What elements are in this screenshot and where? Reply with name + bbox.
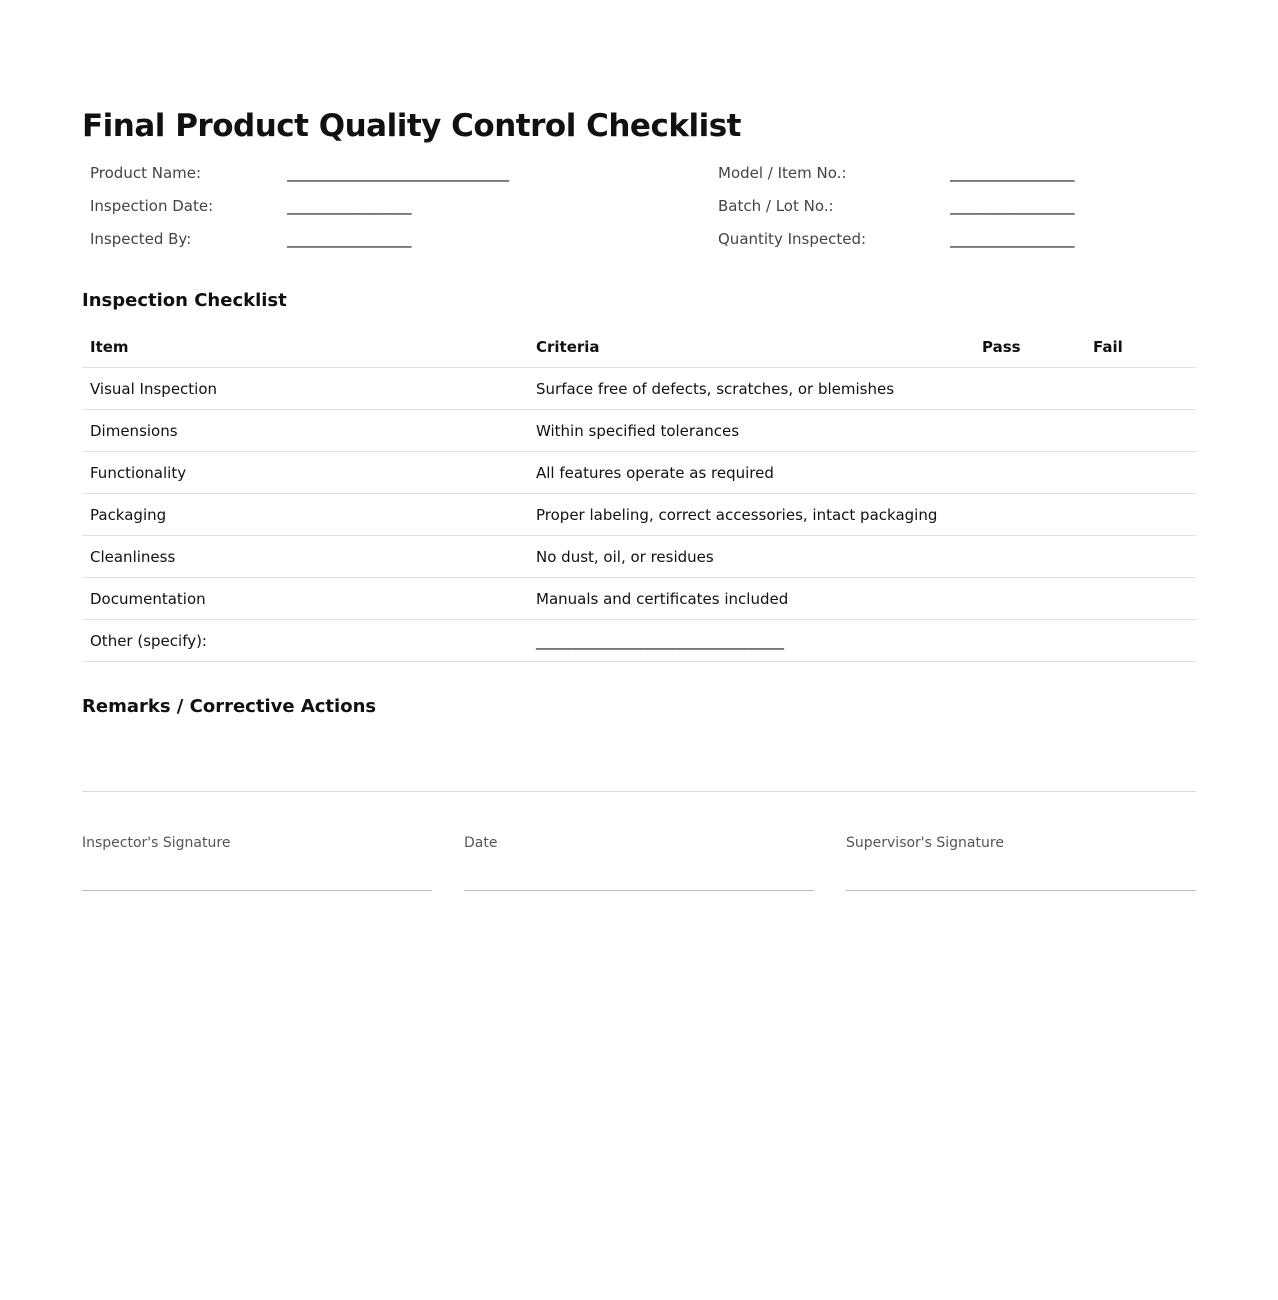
table-row <box>82 452 1196 494</box>
row-item: Functionality <box>82 452 528 494</box>
other-specify-field[interactable]: ______________________________________ <box>528 620 974 662</box>
row-criteria: No dust, oil, or residues <box>528 536 974 578</box>
quantity-inspected-field[interactable]: ___________________ <box>950 230 1074 248</box>
quantity-inspected-label: Quantity Inspected: <box>718 230 867 248</box>
product-name-field[interactable]: __________________________________ <box>287 164 508 182</box>
product-name-label: Product Name: <box>90 164 202 182</box>
column-header-item: Item <box>82 326 528 368</box>
row-criteria: Surface free of defects, scratches, or blemishes <box>528 368 974 410</box>
column-header-criteria: Criteria <box>528 326 974 368</box>
row-item: Dimensions <box>82 410 528 452</box>
inspector-signature-label: Inspector's Signature <box>82 835 231 851</box>
row-item: Packaging <box>82 494 528 536</box>
pass-cell[interactable] <box>974 368 1085 410</box>
inspected-by-field[interactable]: ___________________ <box>287 230 411 248</box>
row-criteria: All features operate as required <box>528 452 974 494</box>
table-row <box>82 494 1196 536</box>
table-row <box>82 410 1196 452</box>
row-item: Other (specify): <box>82 620 528 662</box>
table-row <box>82 368 1196 410</box>
pass-cell[interactable] <box>974 620 1085 662</box>
checklist-heading: Inspection Checklist <box>82 290 287 311</box>
pass-cell[interactable] <box>974 410 1085 452</box>
inspected-by-label: Inspected By: <box>90 230 192 248</box>
pass-cell[interactable] <box>974 494 1085 536</box>
fail-cell[interactable] <box>1085 368 1196 410</box>
date-signature-label: Date <box>464 835 498 851</box>
row-item: Documentation <box>82 578 528 620</box>
fail-cell[interactable] <box>1085 494 1196 536</box>
fail-cell[interactable] <box>1085 536 1196 578</box>
pass-cell[interactable] <box>974 578 1085 620</box>
batch-lot-no-label: Batch / Lot No.: <box>718 197 834 215</box>
page-title: Final Product Quality Control Checklist <box>82 108 741 144</box>
row-criteria: Manuals and certificates included <box>528 578 974 620</box>
batch-lot-no-field[interactable]: ___________________ <box>950 197 1074 215</box>
remarks-field[interactable] <box>82 791 1196 792</box>
fail-cell[interactable] <box>1085 620 1196 662</box>
table-row <box>82 578 1196 620</box>
table-row <box>82 536 1196 578</box>
row-item: Visual Inspection <box>82 368 528 410</box>
fail-cell[interactable] <box>1085 410 1196 452</box>
remarks-heading: Remarks / Corrective Actions <box>82 696 377 717</box>
model-item-no-label: Model / Item No.: <box>718 164 847 182</box>
row-criteria: Within specified tolerances <box>528 410 974 452</box>
date-signature-line[interactable] <box>464 890 814 891</box>
supervisor-signature-label: Supervisor's Signature <box>846 835 1004 851</box>
model-item-no-field[interactable]: ___________________ <box>950 164 1074 182</box>
pass-cell[interactable] <box>974 536 1085 578</box>
pass-cell[interactable] <box>974 452 1085 494</box>
checklist-table <box>82 326 1196 662</box>
fail-cell[interactable] <box>1085 452 1196 494</box>
column-header-fail: Fail <box>1085 326 1196 368</box>
inspector-signature-line[interactable] <box>82 890 432 891</box>
table-row <box>82 620 1196 662</box>
inspection-date-field[interactable]: ___________________ <box>287 197 411 215</box>
row-criteria: Proper labeling, correct accessories, intact packaging <box>528 494 974 536</box>
inspection-date-label: Inspection Date: <box>90 197 214 215</box>
row-item: Cleanliness <box>82 536 528 578</box>
supervisor-signature-line[interactable] <box>846 890 1196 891</box>
fail-cell[interactable] <box>1085 578 1196 620</box>
checklist-header-row <box>82 326 1196 368</box>
column-header-pass: Pass <box>974 326 1085 368</box>
